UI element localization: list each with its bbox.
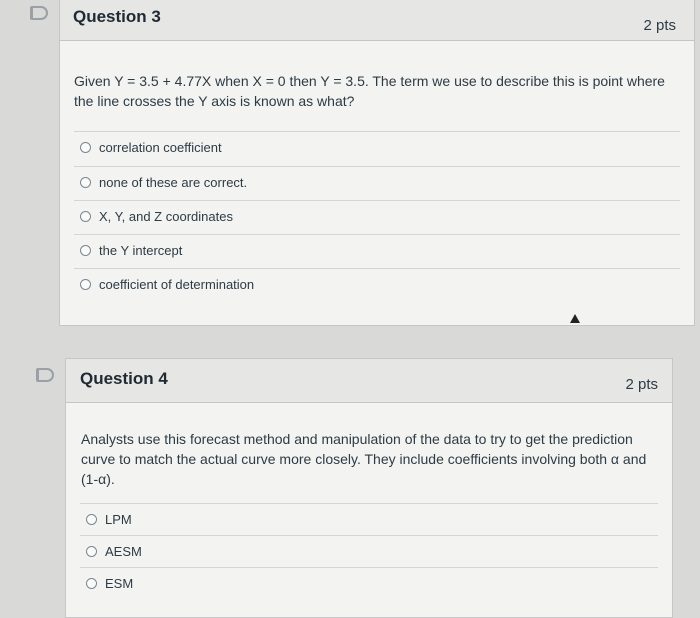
answer-option[interactable] — [80, 567, 658, 601]
question-4-card — [65, 358, 673, 618]
answer-option[interactable] — [74, 131, 680, 165]
question-3-header — [60, 0, 694, 41]
radio-button-icon[interactable] — [86, 546, 97, 557]
question-3-card — [59, 0, 695, 326]
mouse-cursor-icon — [570, 314, 580, 323]
answer-option[interactable] — [74, 234, 680, 268]
flag-icon[interactable] — [30, 6, 48, 20]
question-title: Question 4 — [80, 369, 168, 388]
answer-option[interactable] — [80, 503, 658, 537]
radio-button-icon[interactable] — [80, 211, 91, 222]
answer-option[interactable] — [74, 268, 680, 302]
question-text: Analysts use this forecast method and manipulation of the data to try to get the prediction curve to match the actual curve more closely. They include coefficients involving both α and (1-α). — [81, 431, 647, 487]
answer-option[interactable] — [74, 200, 680, 234]
radio-button-icon[interactable] — [86, 514, 97, 525]
answer-label: coefficient of determination — [99, 277, 255, 292]
answer-label: AESM — [105, 544, 142, 559]
radio-button-icon[interactable] — [80, 279, 91, 290]
answer-label: LPM — [105, 512, 132, 527]
question-points: 2 pts — [625, 376, 658, 393]
question-title: Question 3 — [73, 7, 161, 26]
question-4-header — [66, 359, 672, 403]
question-points: 2 pts — [643, 17, 676, 34]
radio-button-icon[interactable] — [80, 177, 91, 188]
answer-label: none of these are correct. — [99, 175, 248, 190]
answer-label: X, Y, and Z coordinates — [99, 209, 233, 224]
flag-icon[interactable] — [36, 368, 54, 382]
answer-label: ESM — [105, 576, 134, 591]
answer-option[interactable] — [80, 535, 658, 569]
radio-button-icon[interactable] — [80, 142, 91, 153]
radio-button-icon[interactable] — [86, 578, 97, 589]
answer-option[interactable] — [74, 166, 680, 200]
radio-button-icon[interactable] — [80, 245, 91, 256]
answer-label: correlation coefficient — [99, 140, 222, 155]
question-text: Given Y = 3.5 + 4.77X when X = 0 then Y = 3.5. The term we use to describe this is point where the line crosses the Y axis is known as what? — [74, 73, 665, 109]
answer-label: the Y intercept — [99, 243, 183, 258]
